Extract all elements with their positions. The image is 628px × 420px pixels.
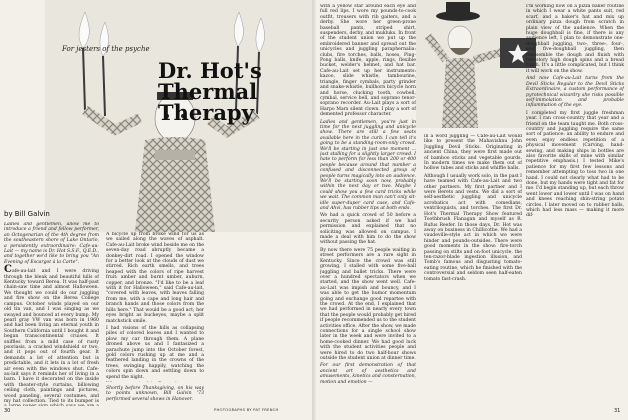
column-5 <box>526 4 624 406</box>
right-page <box>316 0 628 420</box>
column-3 <box>320 4 416 404</box>
body-paragraph: A bicycle up from broke wind for us as we sailed along the waves of asphalt. Cafe-au-Lait broke wind beside me on the seven-day road abruptly became a donkey-dirt road. I opened the window for a better look at the clouds of dust we stirred. Rich earth smells, and trees heaped with the colors of ripe harvest fruit: amber and burnt umber, auburn, copper, and bronze. "I'd like to be a leaf with it for Halloween," said Cafe-au-lait, "covered with leaves, with leaves falling from me, with a cape and long hair and branch hands and those colors from the hills here." That would be a good act; her eyes bright as buckeyes, maybe a split matchstick smile. <box>106 232 204 324</box>
column-1 <box>4 222 99 406</box>
page-number-right: 31 <box>614 408 621 414</box>
column-4-upper <box>424 134 522 406</box>
headline-line-2: Thermal Therapy <box>158 79 258 125</box>
body-paragraph: Cafe-au-lait and I were driving through the bleak and beautiful hills of Kentucky toward Berea. It was half-past chain-saw time and almost Halloween. We thought we could do our juggling and fire show on the Berea College campus. October winds played on our old tin van, and I was singing as we swayed and bounced at every bump. My pearl gray VW van was born in 1960 and had been living an eternal youth in Southern California until I bought it and began transcontinental cruises. It sniffles from a mild case of rusty psoriasis, a cracked windshield or two, and it pops out of fourth gear. It demands a lot of attention but is predictable, and it lets in a lot of fresh air even with the windows shut. Cafe-au-lait says it reminds her of living in a barn. I have it decorated on the inside with theater-style curtains, billowing ceiling cloth, paintings and pictures, wood paneling, several costumes, and my hat collection. Tied to its bumper is <box>4 264 99 404</box>
body-paragraph: We had a quick crowd of 50 before a security person asked if we had permission and explained that no soliciting was allowed on campus. I made a deal with him to do the show without passing the hat. <box>320 213 416 246</box>
article-headline <box>158 60 312 123</box>
left-page <box>0 0 312 420</box>
italic-paragraph: For our first demonstration of that ancient art of aesthetics and amusements, kinetics and consternation, motion and emotion — <box>320 363 416 385</box>
headline-line-1: Dr. Hot's <box>158 58 262 83</box>
body-paragraph: in a word juggling — Cafe-au-Lait would like to present the Mahavishnu John Juggling Devil Sticks. Originating in ancient China, they were first made out of bamboo sticks and vegetable gourds. In modern times we make them out of hollow tubes and sticks and whiffle balls. <box>424 134 522 172</box>
body-paragraph: By now there were 75 people waiting in street performers are a rare sight in Kentucky. Since the crowd was still growing, I stalled with some five-ball juggling and ballet tricks. There were over a hundred spectators when we started, and the show went well. Cafe-au-Lait was impish and bouncy, and I was able to get the humor momentum going and exchange good repartee with the crowd. At the end, I explained that we had performed in nearly every town that the people would probably get hired if people recommended us to the student activities office. After the show, we made connections for a single school show later in the week and were invited to a home-cooked dinner. We had good luck with the student activities people and were hired to do two half-hour shows outside the student union at dinner time. <box>320 247 416 361</box>
intro-paragraph: Ladies and gentlemen, allow me to introduce a friend and fellow performer, an Octogenarian of the 4th degree from the southeastern shore of Lake Ontario, a persistently extraordinaire: Cafe-au-Lait — my name is Dr. Hot S.S.F., Q.E.D., and together we'd like to bring you "An Evening of Escargot à la Carte". <box>4 222 99 265</box>
body-paragraph: with a yellow star around each eye and full red lips. I wore my pounds-to-cook outfit, trousers with rib gaiters, and a derby. She wore her green-prone baseball pants, striped shirt, suspenders, derby, and mukluks. In front of the student union we put up the embroidered banner and spread out the unicycles and juggling paraphernalia: clubs, fire torches, balls, hoses, Ping-Pong balls, knife, apple, rings, flexible bucket, welder's helmet, and hat bar. Cafe-au-Lait set up her instruments: kazoo, slide whistle, tambourine, triangle, finger cymbals, party grinder and snake-whistle, bullhorn bicycle horn and horse, clucking tooth, cowbell, cymbal, service bell, and soprano tenor-soprano recorder. Au-Lait plays a sort of Harpo Marx silent clown. I play a sort of demented professor character. <box>320 4 416 118</box>
body-paragraph: I'm working now on a pizza baker routine in which I wear a white pants suit, red scarf, and a baker's hat and mix up ordinary pizza dough from scratch in plain view of the audience. When the huge doughball is fine, if there is any audience left, I plan to demonstrate one-doughball juggling, two-, three-, four-, and five-doughball juggling, then reassemble the dough and finish with two-story high dough spins and a bread catch. It's a little complicated, but I think it will work on the show. <box>526 4 624 74</box>
italic-paragraph: Ladies and gentlemen, you're just in time for the next juggling and unicycle show. There are still a few seats available here in the curb. I can tell it's going to be a standing-room-only crowd. We'll be starting in just one moment ... just stalling for a slightly larger crowd. I hate to perform for less than 200 or 400 people because around that number a confused and disconnected group of people turns magically into an audience. We'll be starting soon now, probably within the next day or two. Maybe I could show you a few card tricks while we wait. The common man can't only sit-idle super-duper card case, and Cafe-and Ahvi, has rubber tips at both ends. <box>320 119 416 212</box>
body-paragraph: I completed my first juggle freshman year. I ran cross-country that year and a friend on the team taught me. Both cross-country and juggling require the same sort of patience: an ability to endure and even enjoy endless repetition of a physical movement (Carving, hand-sewing, and making ships in bottles are also favorite skills of mine with similar repetitive emphasis.) I tested Mike's patience for my first few lessons and remember attempting to toss two in one hand. I could not clearly what had to be done, but my hands were tight and fat for me. I'd begin standing up, but each throw went lower and lower until I was on hand and knees reaching shin-string potato circles. I later moved on to rubber balls, which had less mass — making it more dif- <box>526 110 624 219</box>
photo-caption: Shortly before Thanksgiving, on his way to points unknown, Bill Galvin '73 performed several shows in Hanover. <box>106 386 204 402</box>
italic-paragraph: And now Cafe-au-Lait turns from the Devil Sticks Regular to the Devil Sticks Extraordinaire, a custom performance of pyrotechnical wizardry she risks possible self-immolation and probable inflammation of the eye. <box>526 76 624 109</box>
photo-credit: PHOTOGRAPHS BY PAT FRENCH <box>214 407 279 412</box>
article-preface: For jesters of the psyche <box>62 45 150 53</box>
body-paragraph: Although I usually work solo, in the past I have teamed with Cafe-au-Lait and two other partners. My first partner and I were Berets and vests. We did a sort of self-aesthetic juggling and unicycle acrobatics act with comedians, ventriloquists, and torches. The first Dr. Hot's Thermal Therapy Show featured Toothbrush Flanagan and myself as R. Rufus Reefer. In those days, Dr. Hot was away on business in Chillicothe. We had a vaudeville-style act in which we were hinder and pounds-outsides. There were good moments in the show: fire-torch passing on stilts and on-foot unicycle, the ten-razor-blade ingestion illusion, and Tomb's famous and disgusting tomato-eating routine, which he finished with the controversial and seldom seen half-eaten tomato fast-crash. <box>424 173 522 282</box>
page-number-left: 30 <box>4 408 11 414</box>
body-paragraph: I had visions of the hills as collapsing piles of colored leaves and I wanted to plow my car through them. A plane droned above us and I fantasized a parachute jump into the October forest, gold colors rushing up at me and a feathered landing in the crowns of the trees, swinging happily, watching the colors spin down and settling down to spend the night. <box>106 325 204 380</box>
byline: by Bill Galvin <box>4 210 50 218</box>
column-2 <box>106 232 204 382</box>
